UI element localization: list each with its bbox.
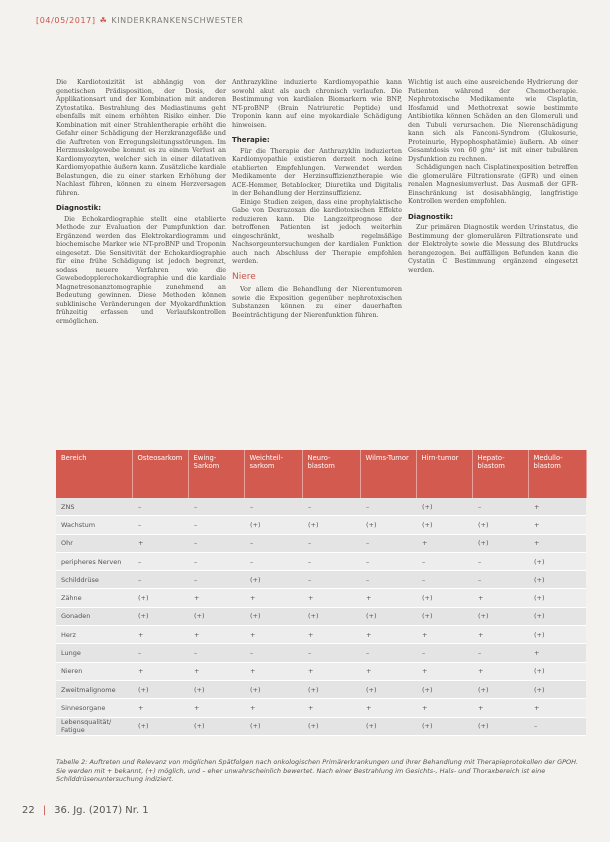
table-cell: – [302,498,360,516]
table-cell: (+) [302,680,360,698]
paragraph: Vor allem die Behandlung der Nierentumoren sowie die Exposition gegenüber nephrotoxischen Substanzen können zu einer dauerhaften Beeinträchtigung der Nierenfunktion führen. [232,285,402,319]
table-cell: – [244,644,302,662]
column-header: Hirn-tumor [416,450,472,498]
paragraph: Die Kardiotoxizität ist abhängig von der genetischen Prädisposition, der Dosis, der Applikationsart und der Kombination mit anderen Zytostatika. Bestrahlung des Mediastinums geht ebenfalls mit einem erhöhten Risiko einher. Die Kombination mit einer Strahlentherapie erhöht die Gefahr einer Schädigung der Herzkranzgefäße und die Auftreten von Erregungsleitungsstörungen. Im Herzmuskelgewebe kommt es zu einem Verlust an Kardiomyozyten, welcher sich in einer dilatativen Kardiomyopathie äußern kann. Zusätzliche kardiale Belastungen, die zu einer starken Erhöhung der Nachlast führen, können zu einem Herzversagen führen. [56,78,226,197]
row-header-cell: ZNS [56,498,132,516]
table-cell: + [416,626,472,644]
table-cell: (+) [302,607,360,625]
table-cell: – [302,644,360,662]
table-cell: + [360,662,416,680]
table-cell: (+) [360,680,416,698]
table-cell: – [302,571,360,589]
table-cell: (+) [472,607,528,625]
table-cell: (+) [244,571,302,589]
table-row [56,644,586,662]
table-caption: Tabelle 2: Auftreten und Relevanz von möglichen Spätfolgen nach onkologischen Primärerkrankungen und ihrer Behandlung mit Therapieprotokollen der GPOH. Sie werden mit + bekannt, (+) möglich, und – eher unwahrscheinlich bewertet. Nach einer Bestrahlung im Gesichts-, Hals- und Thoraxbereich ist eine Schilddrüsenuntersuchung indiziert. [56,758,579,784]
table-header-row [56,450,586,498]
row-header-cell: Wachstum [56,516,132,534]
late-effects-table [56,450,587,736]
table-row [56,699,586,717]
column-header: Bereich [56,450,132,498]
table-cell: (+) [472,534,528,552]
page-footer [22,803,222,817]
row-header-cell: peripheres Nerven [56,552,132,570]
section-heading-diagnostik: Diagnostik: [408,212,454,221]
row-header-cell: Nieren [56,662,132,680]
table-row [56,516,586,534]
journal-issue: 36. Jg. (2017) Nr. 1 [54,804,149,816]
table-cell: (+) [472,717,528,735]
paragraph: Wichtig ist auch eine ausreichende Hydrierung der Patienten während der Chemotherapie. Nephrotoxische Medikamente wie Cisplatin, Ifosfamid und Methotrexat sowie bestimmte Antibiotika können Schäden an den Glomeruli und den Tubuli verursachen. Die Nierenschädigung kann sich als Fanconi-Syndrom (Glukosurie, Proteinurie, Hypophosphatämie) äußern. Ab einer Gesamtdosis von 60 g/m² ist mit einer tubulären Dysfunktion zu rechnen. [408,78,578,163]
table-cell: – [188,534,244,552]
page-number: 22 [22,804,35,816]
table-cell: (+) [244,717,302,735]
table-cell: – [188,498,244,516]
table-row [56,717,586,735]
table-cell: – [244,552,302,570]
table-cell: – [188,516,244,534]
row-header-cell: Herz [56,626,132,644]
table-cell: + [244,662,302,680]
table-cell: – [472,644,528,662]
text-column-2 [232,78,402,319]
table-row [56,662,586,680]
table-cell: (+) [472,516,528,534]
table-cell: (+) [188,607,244,625]
table-row [56,534,586,552]
section-heading-therapie: Therapie: [232,136,270,144]
table-cell: – [132,552,188,570]
table-cell: (+) [528,662,586,680]
text-column-3 [408,78,578,274]
table-cell: (+) [416,498,472,516]
table-cell: + [472,662,528,680]
table-cell: + [132,662,188,680]
table-row [56,607,586,625]
paragraph: Zur primären Diagnostik werden Urinstatus, die Bestimmung der glomerulären Filtrationsrate und der Elektrolyte sowie die Messung des Blutdrucks herangezogen. Bei auffälligen Befunden kann die Cystatin C Bestimmung ergänzend eingesetzt werden. [408,223,578,274]
column-header: Hepato-blastom [472,450,528,498]
page-header [36,12,576,28]
table-cell: + [472,699,528,717]
table-cell: – [302,552,360,570]
table-cell: (+) [302,717,360,735]
table-cell: (+) [132,717,188,735]
row-header-cell: Ohr [56,534,132,552]
table-cell: – [416,552,472,570]
paragraph: Anthrazykline induzierte Kardiomyopathie kann sowohl akut als auch chronisch verlaufen. Die Bestimmung von kardialen Biomarkern wie BNP, NT-proBNP (Brain Natriuretic Peptide) und Troponin kann auf eine myokardiale Schädigung hinweisen. [232,78,402,129]
table-cell: (+) [472,680,528,698]
table-cell: – [132,571,188,589]
paragraph: Die Echokardiographie stellt eine etablierte Methode zur Evaluation der Pumpfunktion dar. Ergänzend werden das Elektrokardiogramm und biochemische Marker wie NT-proBNP und Troponin eingesetzt. Die Sensitivität der Echokardiographie für eine frühe Schädigung ist jedoch begrenzt, sodass neuere Verfahren wie die Gewebedopplerechokardiographie und die kardiale Magnetresonanztomographie zunehmend an Bedeutung gewinnen. Diese Methoden können subklinische Veränderungen der Myokardfunktion frühzeitig erfassen und Verlaufskontrollen ermöglichen. [56,214,226,325]
row-header-cell: Sinnesorgane [56,699,132,717]
journal-brand: KINDERKRANKENSCHWESTER [111,15,244,25]
table-cell: (+) [528,571,586,589]
table-cell: – [188,552,244,570]
table-cell: – [244,498,302,516]
table-cell: (+) [132,680,188,698]
column-header: Wilms-Tumor [360,450,416,498]
table-cell: + [244,589,302,607]
table-cell: (+) [528,626,586,644]
table-cell: + [302,699,360,717]
table-body [56,498,586,735]
table-cell: – [188,644,244,662]
table-cell: – [360,498,416,516]
table-cell: + [244,699,302,717]
paragraph: Für die Therapie der Anthrazyklin induzierten Kardiomyopathie existieren derzeit noch keine etablierten Empfehlungen. Verwendet werden Medikamente der Herzinsuffizienztherapie wie ACE-Hemmer, Betablocker, Diuretika und Digitalis in der Behandlung der Herzinsuffizienz. [232,146,402,197]
table-cell: + [528,498,586,516]
paragraph: Einige Studien zeigen, dass eine prophylaktische Gabe von Dexrazoxan die kardiotoxischen Effekte reduzieren kann. Die Langzeitprognose der betroffenen Patienten ist jedoch weiterhin eingeschränkt, weshalb regelmäßige Nachsorgeuntersuchungen der kardialen Funktion auch nach Abschluss der Therapie empfohlen werden. [232,197,402,265]
table-cell: (+) [188,717,244,735]
text-column-1 [56,78,226,325]
table-cell: – [132,498,188,516]
table-cell: (+) [244,607,302,625]
column-header: Ewing-Sarkom [188,450,244,498]
table-cell: – [132,644,188,662]
table-cell: + [302,662,360,680]
table-cell: – [244,534,302,552]
table-cell: – [472,552,528,570]
table-cell: – [360,552,416,570]
table-row [56,680,586,698]
table-cell: + [528,644,586,662]
section-heading-niere: Niere [232,271,256,282]
table-cell: (+) [528,607,586,625]
row-header-cell: Zweitmalignome [56,680,132,698]
table-cell: (+) [132,607,188,625]
row-header-cell: Gonaden [56,607,132,625]
table-cell: – [416,571,472,589]
table-cell: + [132,626,188,644]
table-cell: + [188,589,244,607]
table-cell: + [472,589,528,607]
table-cell: (+) [244,516,302,534]
table-cell: – [472,571,528,589]
column-header: Neuro-blastom [302,450,360,498]
table-cell: (+) [416,607,472,625]
table-cell: + [416,662,472,680]
table-cell: + [132,699,188,717]
table-cell: + [360,589,416,607]
table-cell: (+) [360,516,416,534]
column-header: Medullo-blastom [528,450,586,498]
table-cell: (+) [528,680,586,698]
journal-logo-icon: ☘ [99,15,108,25]
table-cell: + [472,626,528,644]
table-cell: (+) [360,717,416,735]
table-cell: + [244,626,302,644]
table-row [56,552,586,570]
issue-label: [04/05/2017] [36,15,96,25]
table-cell: – [416,644,472,662]
paragraph: Schädigungen nach Cisplatinexposition betreffen die glomeruläre Filtrationsrate (GFR) und einen renalen Magnesiumverlust. Das Ausmaß der GFR-Einschränkung ist dosisabhängig, langfristige Kontrollen werden empfohlen. [408,163,578,205]
table-cell: + [360,699,416,717]
table-cell: (+) [132,589,188,607]
table-cell: (+) [360,607,416,625]
table-cell: (+) [416,516,472,534]
column-header: Osteosarkom [132,450,188,498]
table-cell: + [360,626,416,644]
table-row [56,589,586,607]
table-cell: + [416,699,472,717]
section-heading-diagnostik: Diagnostik: [56,204,102,212]
table-cell: + [302,626,360,644]
table-row [56,626,586,644]
table-cell: – [472,498,528,516]
table-cell: – [360,571,416,589]
table-cell: + [528,516,586,534]
footer-separator-icon: | [42,804,47,816]
table-row [56,571,586,589]
table-cell: + [188,662,244,680]
column-header: Weichteil-sarkom [244,450,302,498]
table-cell: – [132,516,188,534]
table-cell: + [528,534,586,552]
row-header-cell: Schilddrüse [56,571,132,589]
row-header-cell: Lunge [56,644,132,662]
table-cell: (+) [528,589,586,607]
table-cell: (+) [188,680,244,698]
table-cell: – [188,571,244,589]
row-header-cell: Zähne [56,589,132,607]
table-cell: – [302,534,360,552]
table-cell: (+) [302,516,360,534]
table-cell: + [416,534,472,552]
table-cell: – [360,644,416,662]
table-cell: + [132,534,188,552]
table-cell: (+) [244,680,302,698]
table-cell: – [360,534,416,552]
table-cell: (+) [416,589,472,607]
table-cell: + [528,699,586,717]
row-header-cell: Lebensqualität/ Fatigue [56,717,132,735]
table-cell: (+) [528,552,586,570]
table-cell: + [188,699,244,717]
table-cell: (+) [416,680,472,698]
table-cell: (+) [416,717,472,735]
table-row [56,498,586,516]
table-cell: + [302,589,360,607]
table-cell: + [188,626,244,644]
table-cell: – [528,717,586,735]
